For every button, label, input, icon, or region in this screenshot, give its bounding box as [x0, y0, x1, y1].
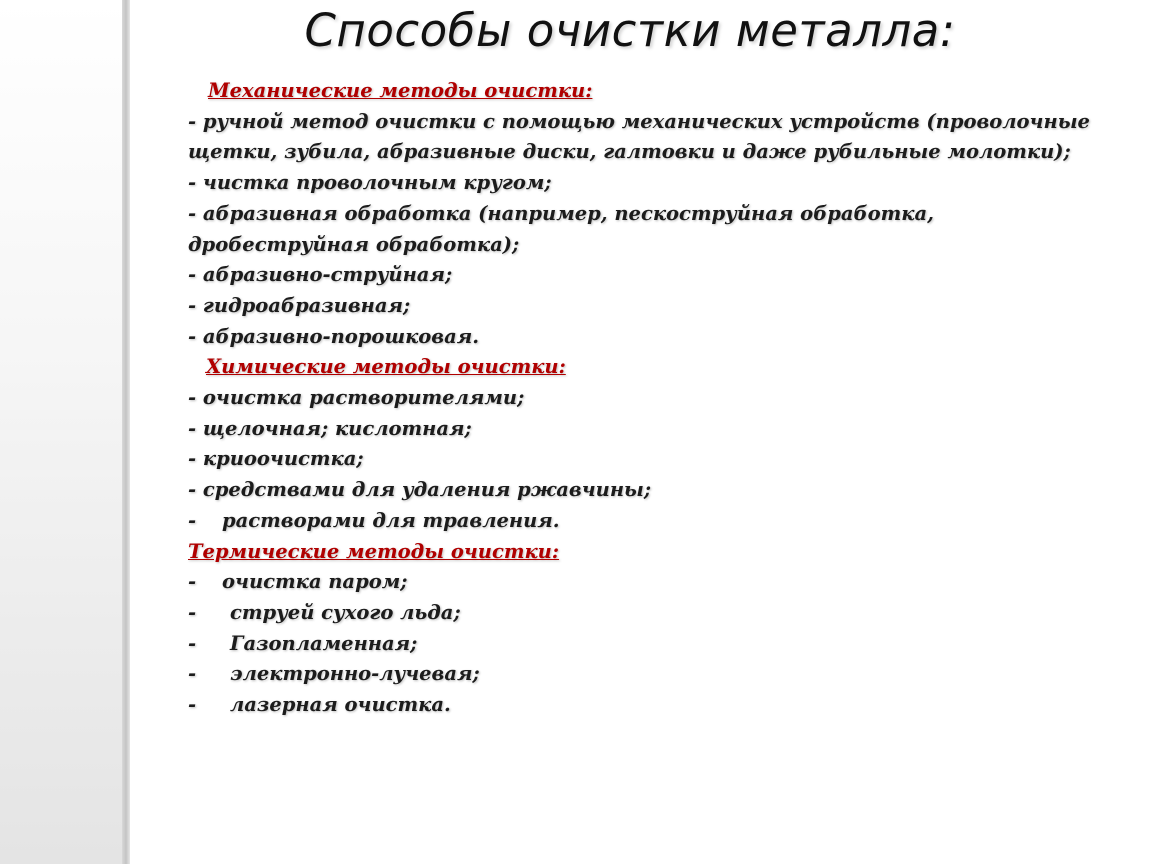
chemical-item: - очистка растворителями; — [188, 386, 525, 410]
list-dash: - — [188, 693, 197, 717]
chemical-item-text: растворами для травления. — [222, 508, 560, 532]
list-dash: - — [188, 662, 197, 686]
mechanical-heading: Механические методы очистки: — [208, 79, 593, 102]
slide-content — [188, 76, 1098, 721]
list-dash: - — [188, 570, 197, 594]
mechanical-item: - абразивно-порошковая. — [188, 324, 480, 348]
mechanical-item: - чистка проволочным кругом; — [188, 171, 552, 195]
slide — [130, 0, 1150, 864]
chemical-item: - щелочная; кислотная; — [188, 416, 472, 440]
chemical-item: - криоочистка; — [188, 447, 364, 471]
list-dash: - — [188, 631, 197, 655]
mechanical-item: - абразивно-струйная; — [188, 263, 453, 287]
thermal-heading: Термические методы очистки: — [188, 539, 560, 563]
list-dash: - — [188, 600, 197, 624]
thermal-item — [188, 659, 1098, 690]
thermal-item — [188, 598, 1098, 629]
chemical-item — [188, 506, 1098, 537]
thermal-item — [188, 629, 1098, 660]
list-dash: - — [188, 508, 197, 532]
slide-title: Способы очистки металла: — [304, 4, 956, 57]
thermal-item-text: очистка паром; — [222, 570, 408, 594]
mechanical-item: - абразивная обработка (например, пескоструйная обработка, дробеструйная обработка); — [188, 201, 934, 256]
mechanical-item: - ручной метод очистки с помощью механических устройств (проволочные щетки, зубила, абразивные диски, галтовки и даже рубильные молотки); — [188, 109, 1090, 164]
chemical-item: - средствами для удаления ржавчины; — [188, 478, 652, 502]
thermal-item-text: Газопламенная; — [230, 631, 418, 655]
thermal-item-text: лазерная очистка. — [230, 693, 451, 717]
thermal-item-text: струей сухого льда; — [230, 600, 461, 624]
left-margin-band — [0, 0, 128, 864]
chemical-heading: Химические методы очистки: — [206, 355, 566, 379]
mechanical-item: - гидроабразивная; — [188, 293, 411, 317]
thermal-item — [188, 567, 1098, 598]
thermal-item-text: электронно-лучевая; — [230, 662, 480, 686]
left-margin-shadow — [122, 0, 130, 864]
thermal-item — [188, 690, 1098, 721]
